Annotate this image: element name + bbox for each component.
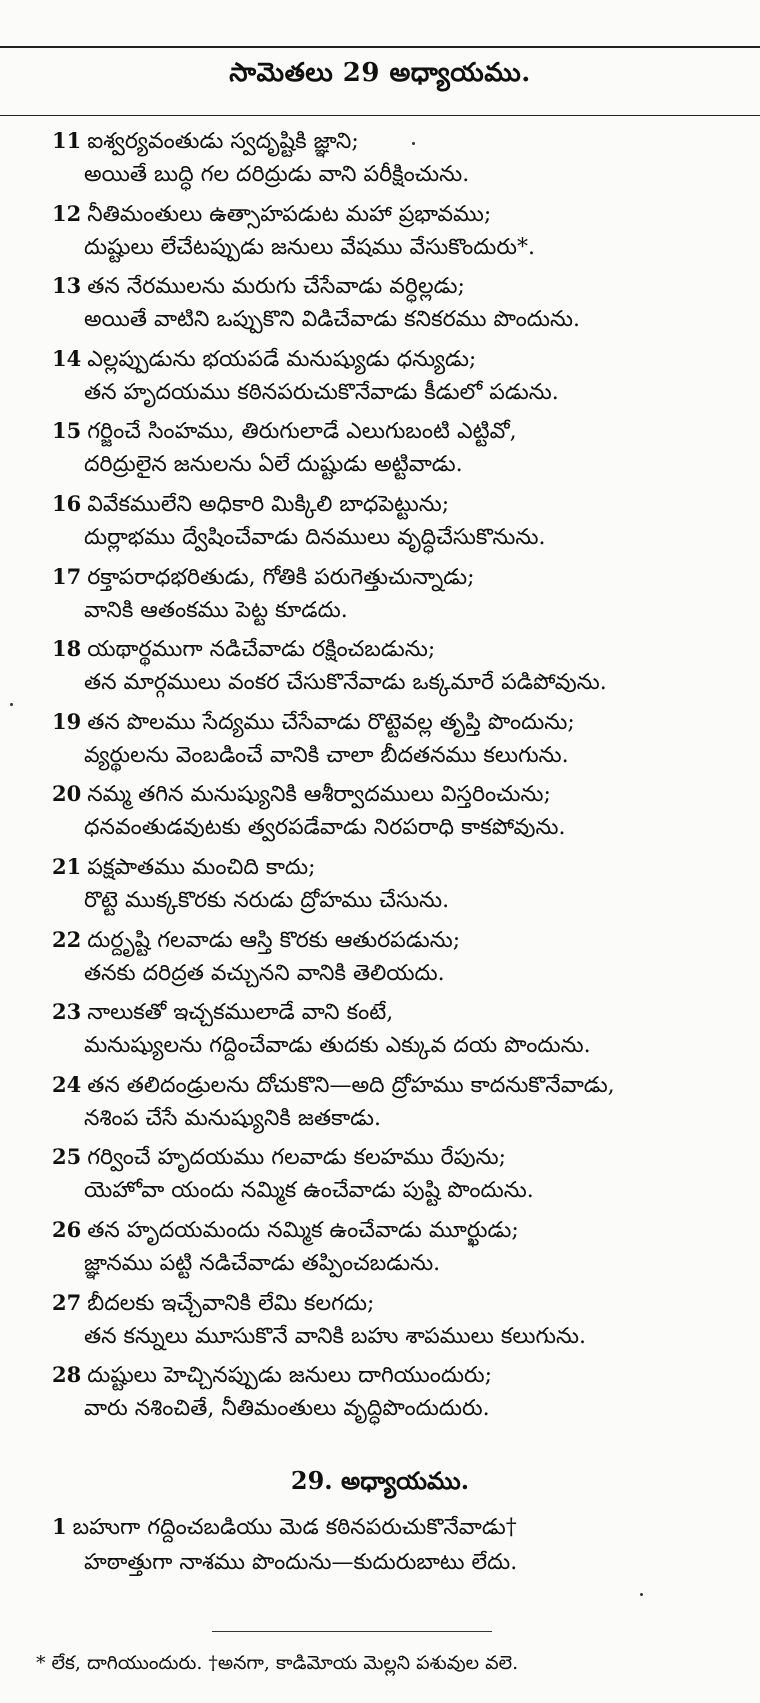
verse-text: బహుగా గద్దించబడియు మెడ కఠినపరుచుకొనేవాడు†: [72, 1515, 517, 1540]
verse-text: నాలుకతో ఇచ్చకములాడే వాని కంటే,: [87, 1000, 394, 1026]
verse-line-1: [52, 126, 359, 157]
verse-text: దుష్టులు హెచ్చినప్పుడు జనులు దాగియుందురు;: [87, 1363, 493, 1389]
verse-text: పక్షపాతము మంచిది కాదు;: [87, 854, 316, 880]
verse-line-2: జ్ఞానము పట్టి నడిచేవాడు తప్పించబడును.: [84, 1250, 441, 1276]
verse: [0, 1286, 760, 1359]
verse-number: 26: [52, 1216, 82, 1242]
verse-line-2: తన హృదయము కఠినపరుచుకొనేవాడు కీడులో పడును.: [84, 379, 559, 405]
verse-line-2: వ్యర్థులను వెంబడించే వానికి చాలా బీదతనము కలుగును.: [84, 742, 569, 768]
verse-line-1: [52, 1070, 615, 1101]
verse-line-2: నశింప చేసే మనుష్యునికి జతకాడు.: [84, 1105, 382, 1131]
verse-line-1: [52, 925, 460, 956]
verse-text: నీతిమంతులు ఉత్సాహపడుట మహా ప్రభావము;: [87, 201, 492, 227]
verse-number: 27: [52, 1289, 82, 1315]
verse-number: 28: [52, 1362, 82, 1388]
verse-line-2: యెహోవా యందు నమ్మిక ఉంచేవాడు పుష్టి పొందును.: [84, 1178, 534, 1204]
verse: [0, 1068, 760, 1141]
verse-list: [0, 124, 760, 1431]
print-speck: [640, 1593, 643, 1596]
verse-line-1: [52, 416, 517, 447]
verse-line-1: [52, 562, 475, 593]
print-speck: [412, 142, 415, 145]
verse: [0, 269, 760, 342]
verse: [0, 923, 760, 996]
verse-number: 1: [52, 1514, 67, 1539]
verse: [0, 1213, 760, 1286]
verse: [0, 777, 760, 850]
verse-line-2: రొట్టె ముక్కకొరకు నరుడు ద్రోహము చేసును.: [84, 887, 450, 913]
verse-text: తన పొలము సేద్యము చేసేవాడు రొట్టెవల్ల తృప్తి పొందును;: [87, 709, 575, 735]
verse-text: ఎల్లప్పుడును భయపడే మనుష్యుడు ధన్యుడు;: [87, 346, 477, 372]
verse: [0, 560, 760, 633]
verse-number: 13: [52, 273, 82, 299]
verse-text: యథార్థముగా నడిచేవాడు రక్షించబడును;: [87, 637, 436, 663]
verse-number: 16: [52, 490, 82, 516]
verse-text: నమ్మ తగిన మనుష్యునికి ఆశీర్వాదములు విస్తరించును;: [87, 782, 551, 808]
verse: [0, 487, 760, 560]
verse-line-1: [52, 852, 315, 883]
verse-text: తన హృదయమందు నమ్మిక ఉంచేవాడు మూర్ఖుడు;: [87, 1217, 519, 1243]
verse: [0, 850, 760, 923]
verse-line-1: [52, 707, 575, 738]
verse-line-1: [52, 779, 551, 810]
verse-line-2: తన మార్గములు వంకర చేసుకొనేవాడు ఒక్కమారే పడిపోవును.: [84, 670, 607, 696]
verse-line-1: [52, 1142, 506, 1173]
verse-line-1: [52, 271, 465, 302]
verse: [0, 342, 760, 415]
verse-number: 12: [52, 200, 82, 226]
verse-text: రక్తాపరాధభరితుడు, గోతికి పరుగెత్తుచున్నాడు;: [87, 564, 475, 590]
verse-text: తన తలిదండ్రులను దోచుకొని—అది ద్రోహము కాదనుకొనేవాడు,: [87, 1072, 615, 1098]
verse-text: గర్జించే సింహము, తిరుగులాడే ఎలుగుబంటి ఎట్టివో,: [87, 419, 517, 445]
verse-line-2: తన కన్నులు మూసుకొనే వానికి బహు శాపములు కలుగును.: [84, 1323, 587, 1349]
verse-number: 17: [52, 563, 82, 589]
verse: [0, 1140, 760, 1213]
footnote-rule: [212, 1631, 492, 1632]
verse-line-2: వారు నశించితే, నీతిమంతులు వృద్ధిపొందుదురు.: [84, 1396, 490, 1422]
verse-line-2: ధనవంతుడవుటకు త్వరపడేవాడు నిరపరాధి కాకపోవును.: [84, 815, 566, 841]
verse: [0, 1358, 760, 1431]
verse-line-2: దుర్లాభము ద్వేషించేవాడు దినములు వృద్ధిచేసుకొనును.: [84, 524, 546, 550]
verse-number: 11: [52, 128, 82, 153]
verse-text: తన నేరములను మరుగు చేసేవాడు వర్ధిల్లడు;: [87, 274, 465, 300]
verse-text: గర్వించే హృదయము గలవాడు కలహము రేపును;: [87, 1145, 507, 1171]
chapter-verse: [0, 1512, 760, 1592]
verse-number: 19: [52, 708, 82, 734]
verse-number: 22: [52, 926, 82, 952]
verse: [0, 995, 760, 1068]
header-rule: [0, 115, 760, 116]
verse-text: వివేకములేని అధికారి మిక్కిలి బాధపెట్టును;: [87, 491, 450, 517]
verse-line-2: మనుష్యులను గద్దించేవాడు తుదకు ఎక్కువ దయ పొందును.: [84, 1033, 591, 1059]
verse-number: 18: [52, 636, 82, 662]
verse-line-1: [52, 1288, 374, 1319]
top-rule: [0, 46, 760, 48]
verse-number: 14: [52, 345, 82, 371]
verse-number: 23: [52, 999, 82, 1025]
verse-line-1: [52, 199, 491, 230]
verse-line-1: [52, 1512, 517, 1543]
verse: [0, 632, 760, 705]
chapter-heading: 29. అధ్యాయము.: [290, 1466, 470, 1495]
footnote: * లేక, దాగియుందురు. †అనగా, కాడిమోయ మెల్లని పశువుల వలె.: [36, 1652, 519, 1674]
verse-line-1: [52, 344, 476, 375]
verse: [0, 705, 760, 778]
verse-number: 15: [52, 418, 82, 444]
verse: [0, 124, 760, 197]
verse-line-2: వానికి ఆతంకము పెట్ట కూడదు.: [84, 597, 348, 623]
verse-number: 21: [52, 853, 82, 879]
verse-line-1: [52, 1360, 492, 1391]
verse-line-2: అయితే బుద్ధి గల దరిద్రుడు వాని పరీక్షించును.: [84, 162, 470, 187]
verse-line-2: అయితే వాటిని ఒప్పుకొని విడిచేవాడు కనికరము పొందును.: [84, 307, 580, 333]
print-speck: [10, 703, 13, 706]
verse-number: 24: [52, 1071, 82, 1097]
verse-line-2: దరిద్రులైన జనులను ఏలే దుష్టుడు అట్టివాడు.: [84, 452, 463, 478]
verse-number: 20: [52, 781, 82, 807]
verse: [0, 414, 760, 487]
verse-line-1: [52, 997, 393, 1028]
verse-line-2: హఠాత్తుగా నాశము పొందును—కుదురుబాటు లేదు.: [84, 1550, 518, 1575]
verse-line-2: తనకు దరిద్రత వచ్చునని వానికి తెలియదు.: [84, 960, 445, 986]
verse-line-1: [52, 634, 435, 665]
verse-line-1: [52, 1215, 519, 1246]
running-header: సామెతలు 29 అధ్యాయము.: [229, 58, 531, 88]
verse-number: 25: [52, 1144, 82, 1170]
verse-line-1: [52, 489, 449, 520]
verse: [0, 197, 760, 270]
verse-text: దుర్దృష్టి గలవాడు ఆస్తి కొరకు ఆతురపడును;: [87, 927, 461, 953]
verse-text: బీదలకు ఇచ్చేవానికి లేమి కలగదు;: [87, 1290, 375, 1316]
verse-text: ఐశ్వర్యవంతుడు స్వదృష్టికి జ్ఞాని;: [87, 129, 359, 154]
verse-line-2: దుష్టులు లేచేటప్పుడు జనులు వేషము వేసుకొందురు*.: [84, 234, 536, 260]
